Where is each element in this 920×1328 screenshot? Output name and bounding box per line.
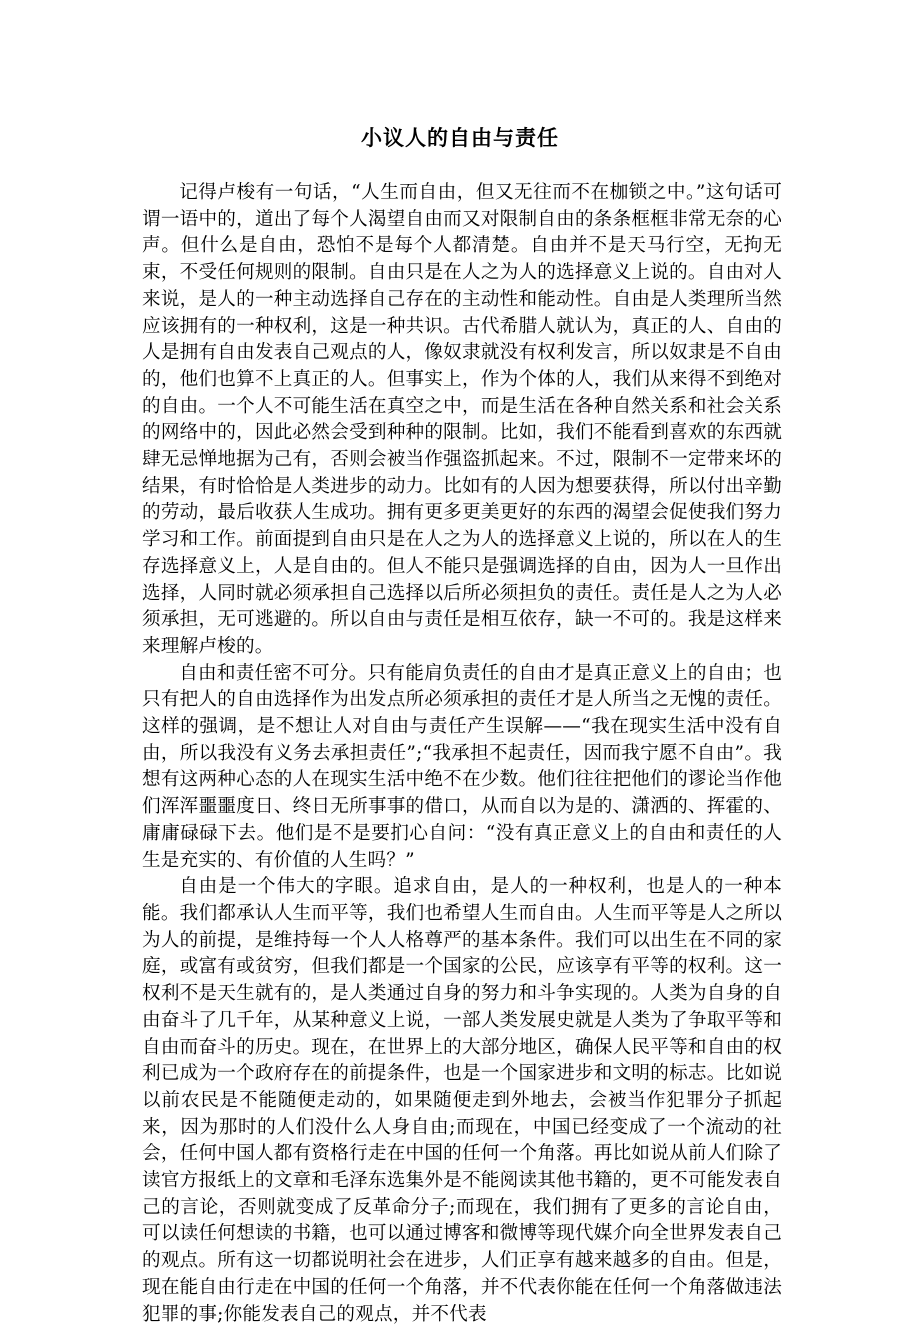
- paragraph-1: 记得卢梭有一句话，“人生而自由，但又无往而不在枷锁之中。”这句话可谓一语中的，道出了每个人渴望自由而又对限制自由的条条框框非常无奈的心声。但什么是自由，恐怕不是每个人都清楚。自由并不是天马行空，无拘无束，不受任何规则的限制。自由只是在人之为人的选择意义上说的。自由对人来说，是人的一种主动选择自己存在的主动性和能动性。自由是人类理所当然应该拥有的一种权利，这是一种共识。古代希腊人就认为，真正的人、自由的人是拥有自由发表自己观点的人，像奴隶就没有权利发言，所以奴隶是不自由的，他们也算不上真正的人。但事实上，作为个体的人，我们从来得不到绝对的自由。一个人不可能生活在真空之中，而是生活在各种自然关系和社会关系的网络中的，因此必然会受到种种的限制。比如，我们不能看到喜欢的东西就肆无忌惮地据为己有，否则会被当作强盗抓起来。不过，限制不一定带来坏的结果，有时恰恰是人类进步的动力。比如有的人因为想要获得，所以付出辛勤的劳动，最后收获人生成功。拥有更多更美更好的东西的渴望会促使我们努力学习和工作。前面提到自由只是在人之为人的选择意义上说的，所以在人的生存选择意义上，人是自由的。但人不能只是强调选择的自由，因为人一旦作出选择，人同时就必须承担自己选择以后所必须担负的责任。责任是人之为人必须承担，无可逃避的。所以自由与责任是相互依存，缺一不可的。我是这样来来理解卢梭的。: [142, 182, 782, 657]
- document-title: 小议人的自由与责任: [361, 125, 559, 150]
- paragraph-3: 自由是一个伟大的字眼。追求自由，是人的一种权利，也是人的一种本能。我们都承认人生而平等，我们也希望人生而自由。人生而平等是人之所以为人的前提，是维持每一个人人格尊严的基本条件。我们可以出生在不同的家庭，或富有或贫穷，但我们都是一个国家的公民，应该享有平等的权利。这一权利不是天生就有的，是人类通过自身的努力和斗争实现的。人类为自身的自由奋斗了几千年，从某种意义上说，一部人类发展史就是人类为了争取平等和自由而奋斗的历史。现在，在世界上的大部分地区，确保人民平等和自由的权利已成为一个政府存在的前提条件，也是一个国家进步和文明的标志。比如说以前农民是不能随便走动的，如果随便走到外地去，会被当作犯罪分子抓起来，因为那时的人们没什么人身自由;而现在，中国已经变成了一个流动的社会，任何中国人都有资格行走在中国的任何一个角落。再比如说从前人们除了读官方报纸上的文章和毛泽东选集外是不能阅读其他书籍的，更不可能发表自己的言论，否则就变成了反革命分子;而现在，我们拥有了更多的言论自由，可以读任何想读的书籍，也可以通过博客和微博等现代媒介向全世界发表自己的观点。所有这一切都说明社会在进步，人们正享有越来越多的自由。但是，现在能自由行走在中国的任何一个角落，并不代表你能在任何一个角落做违法犯罪的事;你能发表自己的观点，并不代表: [142, 876, 782, 1325]
- document-body: [142, 180, 782, 1328]
- paragraph-2: 自由和责任密不可分。只有能肩负责任的自由才是真正意义上的自由；也只有把人的自由选择作为出发点所必须承担的责任才是人所当之无愧的责任。这样的强调，是不想让人对自由与责任产生误解——“我在现实生活中没有自由，所以我没有义务去承担责任”;“我承担不起责任，因而我宁愿不自由”。我想有这两种心态的人在现实生活中绝不在少数。他们往往把他们的谬论当作他们浑浑噩噩度日、终日无所事事的借口，从而自以为是的、潇洒的、挥霍的、庸庸碌碌下去。他们是不是要扪心自问：“没有真正意义上的自由和责任的人生是充实的、有价值的人生吗？”: [142, 662, 782, 871]
